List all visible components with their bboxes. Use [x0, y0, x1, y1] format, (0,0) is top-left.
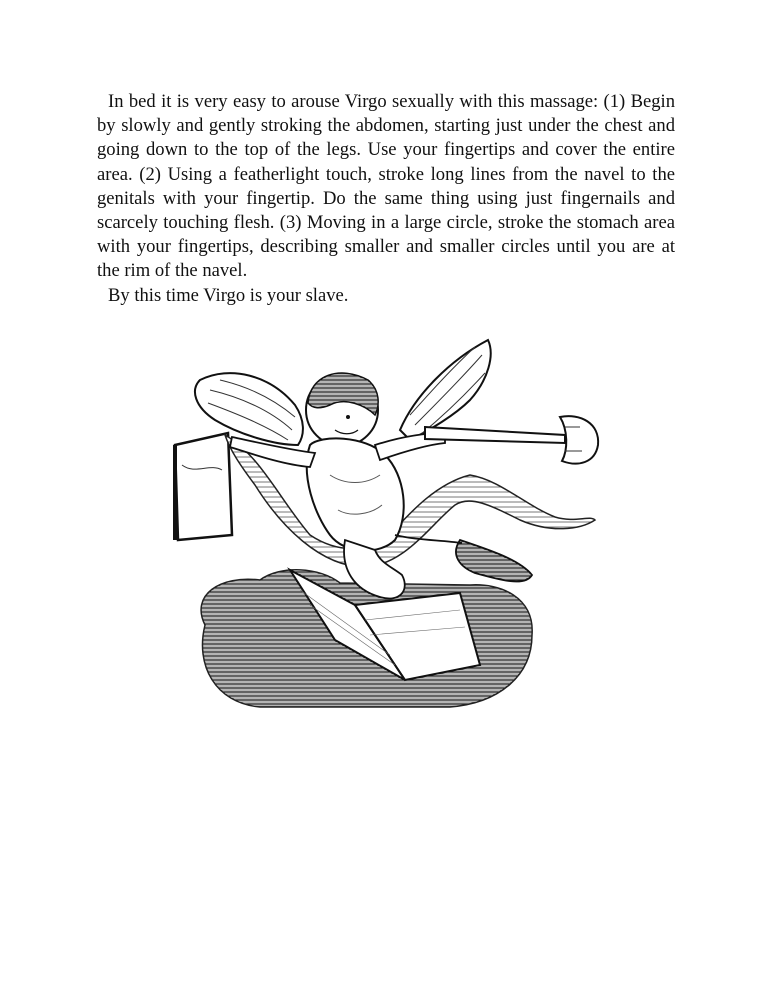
body-text: [97, 90, 675, 308]
right-wing: [400, 340, 491, 440]
massage-paragraph: In bed it is very easy to arouse Virgo sexually with this massage: (1) Begin by slowly and gently stroking the abdomen, starting just under the chest and going down to the top of the legs. Use your fingertips and cover the entire area. (2) Using a featherlight touch, stroke long lines from the navel to the genitals with your fingertip. Do the same thing using just fingernails and scarcely touching flesh. (3) Moving in a large circle, stroke the stomach area with your fingertips, describing smaller and smaller circles until you are at the rim of the navel.: [97, 91, 675, 282]
trumpet: [425, 427, 565, 443]
cherub-trumpet-woodcut-icon: [170, 335, 600, 710]
closing-paragraph: By this time Virgo is your slave.: [108, 284, 349, 306]
hanging-tablet: [175, 433, 232, 540]
left-wing: [195, 373, 303, 445]
cherub-foot: [456, 540, 532, 581]
